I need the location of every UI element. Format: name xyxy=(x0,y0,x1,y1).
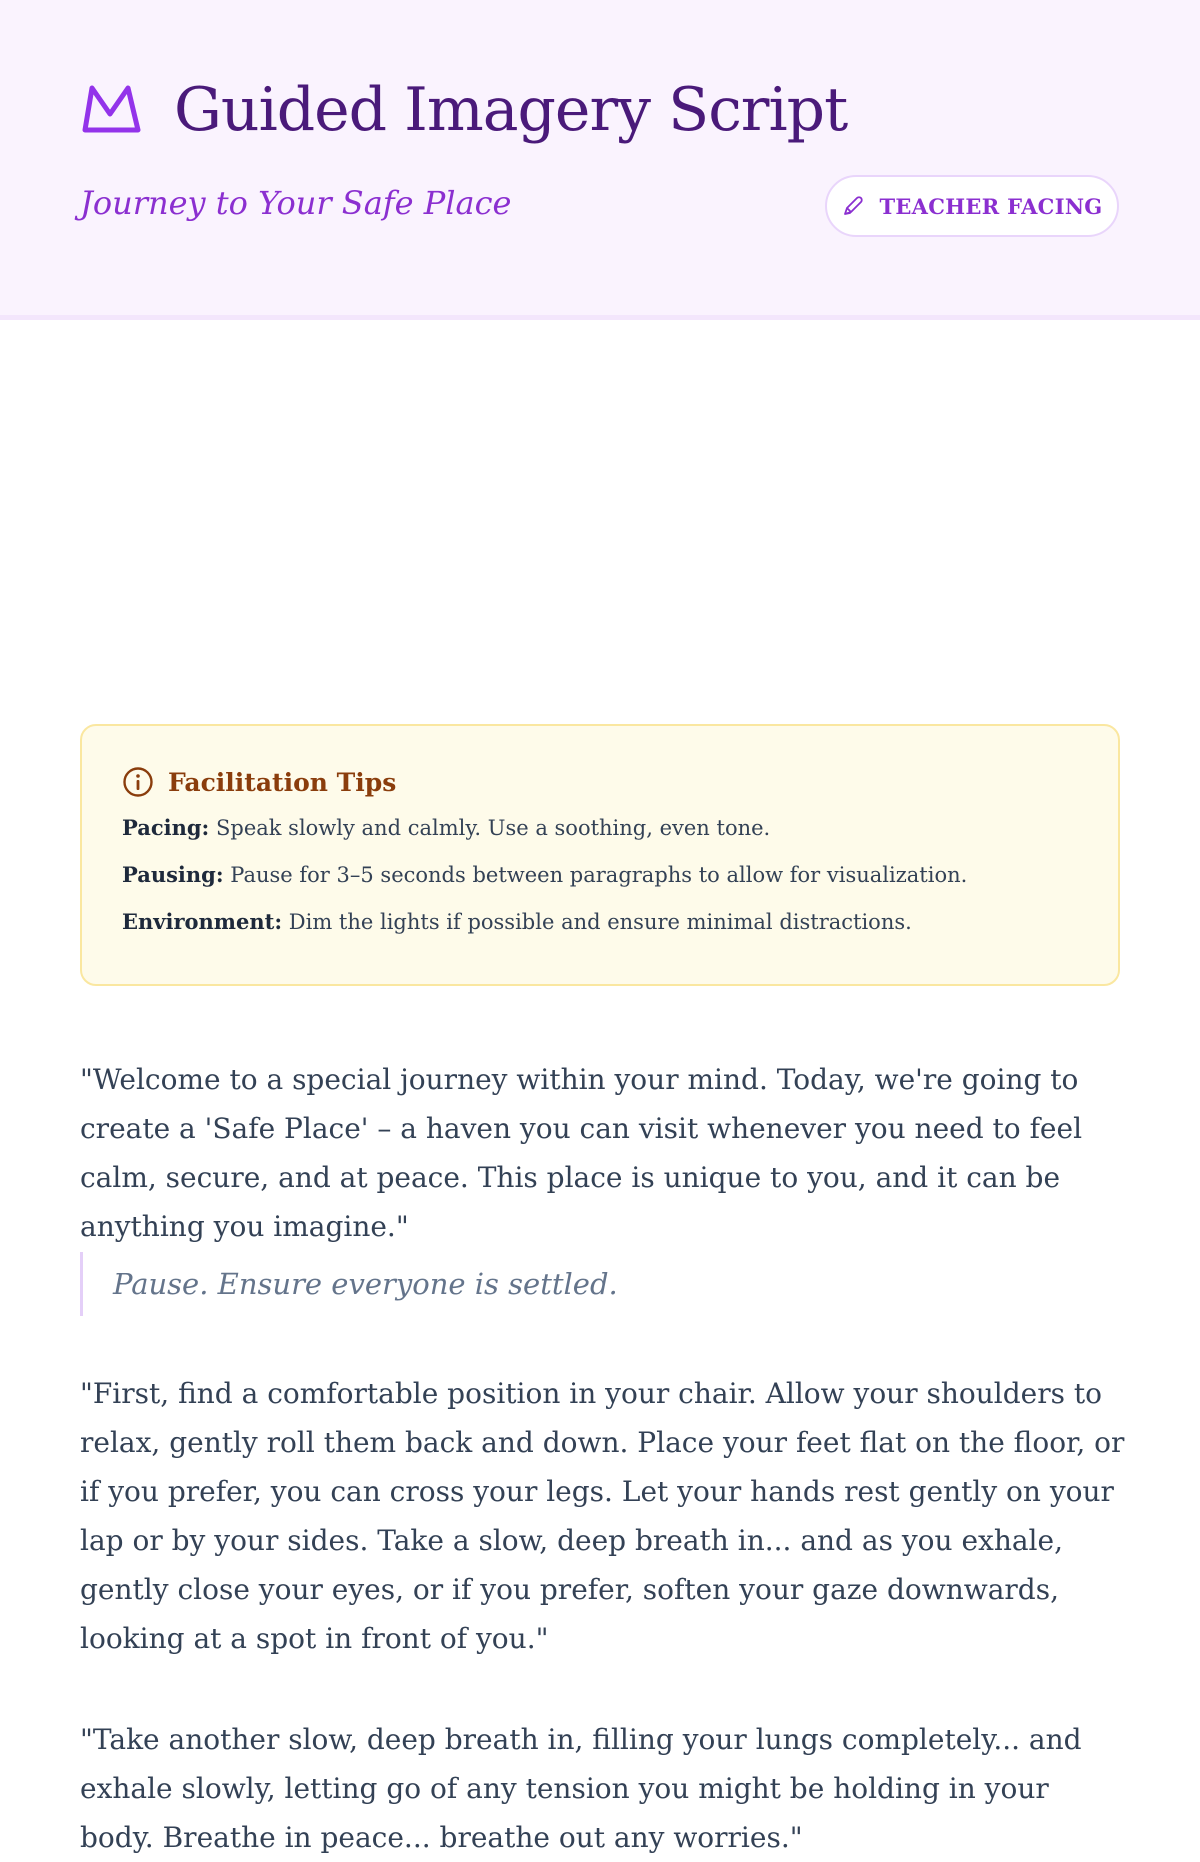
tip-pacing xyxy=(122,814,1078,842)
teacher-facing-badge xyxy=(825,175,1119,237)
page-header xyxy=(0,0,1200,320)
tip-environment xyxy=(122,908,1078,936)
pause-cue: Pause. Ensure everyone is settled. xyxy=(80,1252,780,1316)
pen-icon xyxy=(841,194,865,218)
tip-text: Dim the lights if possible and ensure minimal distractions. xyxy=(282,910,912,934)
tip-label: Pacing: xyxy=(122,815,210,840)
tip-text: Pause for 3–5 seconds between paragraphs to allow for visualization. xyxy=(223,863,968,887)
script-paragraph-breath: "Take another slow, deep breath in, filling your lungs completely... and exhale slowly, letting go of any tension you might be holding in your body. Breathe in peace... breathe out any worries." xyxy=(80,1723,1082,1854)
page-title: Guided Imagery Script xyxy=(174,75,848,145)
tip-pausing xyxy=(122,861,1078,889)
info-icon xyxy=(122,766,154,798)
script-paragraph-position: "First, find a comfortable position in your chair. Allow your shoulders to relax, gently roll them back and down. Place your feet flat on the floor, or if you prefer, you can cross your legs. Let your hands rest gently on your lap or by your sides. Take a slow, deep breath in... and as you exhale, gently close your eyes, or if you prefer, soften your gaze downwards, looking at a spot in front of you." xyxy=(80,1377,1125,1655)
tips-header xyxy=(122,766,1078,798)
tip-label: Pausing: xyxy=(122,862,224,887)
facilitation-tips-box xyxy=(80,724,1120,986)
tip-text: Speak slowly and calmly. Use a soothing, even tone. xyxy=(209,816,771,840)
tips-title: Facilitation Tips xyxy=(168,767,397,797)
page-subtitle: Journey to Your Safe Place xyxy=(80,184,512,222)
tip-label: Environment: xyxy=(122,909,283,934)
script-paragraph-intro: "Welcome to a special journey within your mind. Today, we're going to create a 'Safe Place' – a haven you can visit whenever you need to feel calm, secure, and at peace. This place is unique to you, and it can be anything you imagine." xyxy=(80,1063,1083,1243)
crown-icon xyxy=(80,78,144,142)
badge-label: TEACHER FACING xyxy=(879,193,1103,219)
title-row xyxy=(80,75,848,145)
